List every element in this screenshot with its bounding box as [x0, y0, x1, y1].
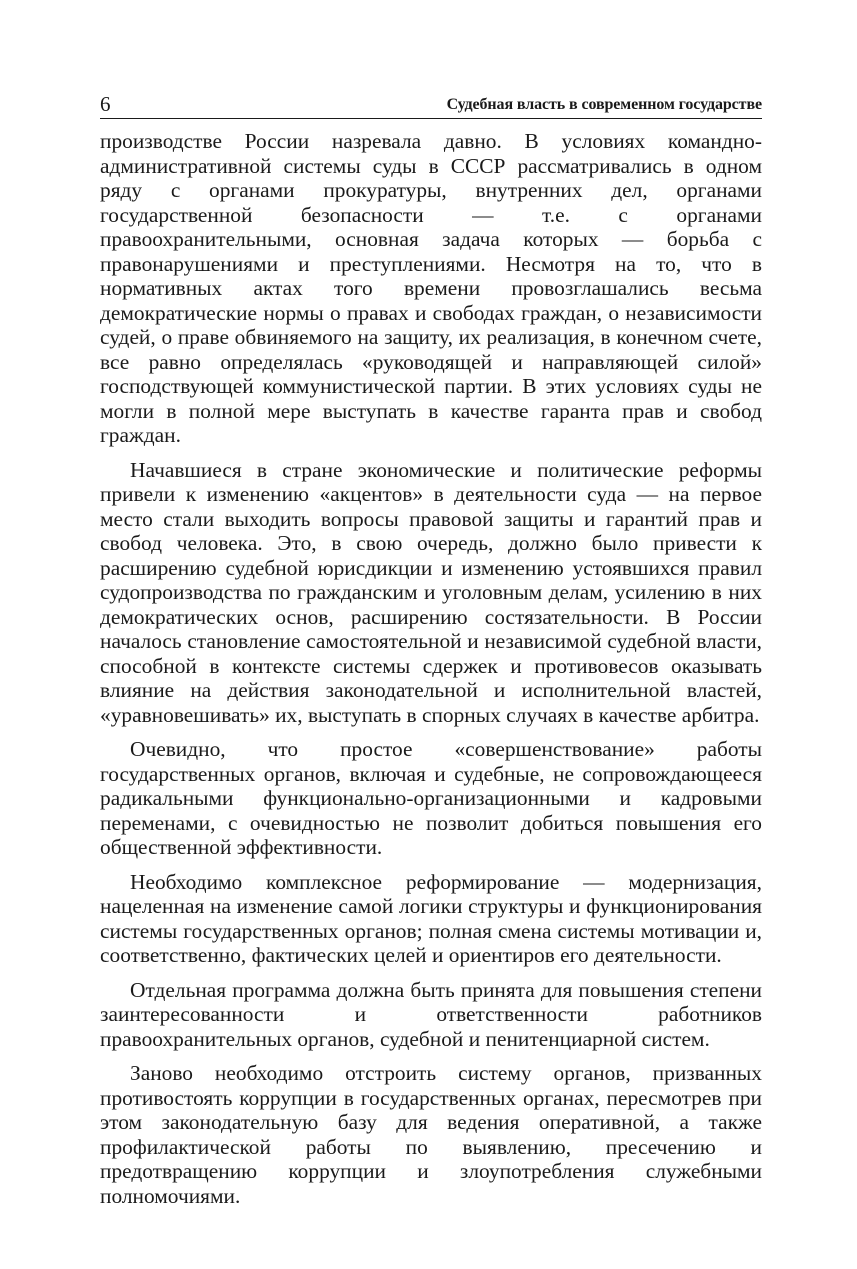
paragraph: Отдельная программа должна быть принята для повышения степени заинтересованности и ответственности работников правоохранительных органов, судебной и пенитенциарной систем.: [100, 977, 762, 1051]
running-header: [100, 88, 762, 119]
page-number: 6: [100, 92, 111, 116]
paragraph: Заново необходимо отстроить систему органов, призванных противостоять коррупции в государственных органах, пересмотрев при этом законодательную базу для ведения оперативной, а также профилактической работы по выявлению, пресечению и предотвращению коррупции и злоупотребления служебными полномочиями.: [100, 1061, 762, 1208]
paragraph-continued: производстве России назревала давно. В условиях командно-административной системы суды в СССР рассматривались в одном ряду с органами прокуратуры, внутренних дел, органами государственной безопасности — т.е. с органами правоохранительными, основная задача которых — борьба с правонарушениями и преступлениями. Несмотря на то, что в нормативных актах того времени провозглашались весьма демократические нормы о правах и свободах граждан, о независимости судей, о праве обвиняемого на защиту, их реализация, в конечном счете, все равно определялась «руководящей и направляющей силой» господствующей коммунистической партии. В этих условиях суды не могли в полной мере выступать в качестве гаранта прав и свобод граждан.: [100, 129, 762, 447]
body-text: [100, 129, 762, 1208]
paragraph: Очевидно, что простое «совершенствование» работы государственных органов, включая и судебные, не сопровождающееся радикальными функционально-организационными и кадровыми переменами, с очевидностью не позволит добиться повышения его общественной эффективности.: [100, 737, 762, 859]
paragraph: Начавшиеся в стране экономические и политические реформы привели к изменению «акцентов» в деятельности суда — на первое место стали выходить вопросы правовой защиты и гарантий прав и свобод человека. Это, в свою очередь, должно было привести к расширению судебной юрисдикции и изменению устоявшихся правил судопроизводства по гражданским и уголовным делам, усилению в них демократических основ, расширению состязательности. В России началось становление самостоятельной и независимой судебной власти, способной в контексте системы сдержек и противовесов оказывать влияние на действия законодательной и исполнительной властей, «уравновешивать» их, выступать в спорных случаях в качестве арбитра.: [100, 457, 762, 727]
running-title: Судебная власть в современном государстве: [446, 96, 762, 113]
paragraph: Необходимо комплексное реформирование — модернизация, нацеленная на изменение самой логики структуры и функционирования системы государственных органов; полная смена системы мотивации и, соответственно, фактических целей и ориентиров его деятельности.: [100, 869, 762, 967]
book-page: [100, 88, 762, 1218]
